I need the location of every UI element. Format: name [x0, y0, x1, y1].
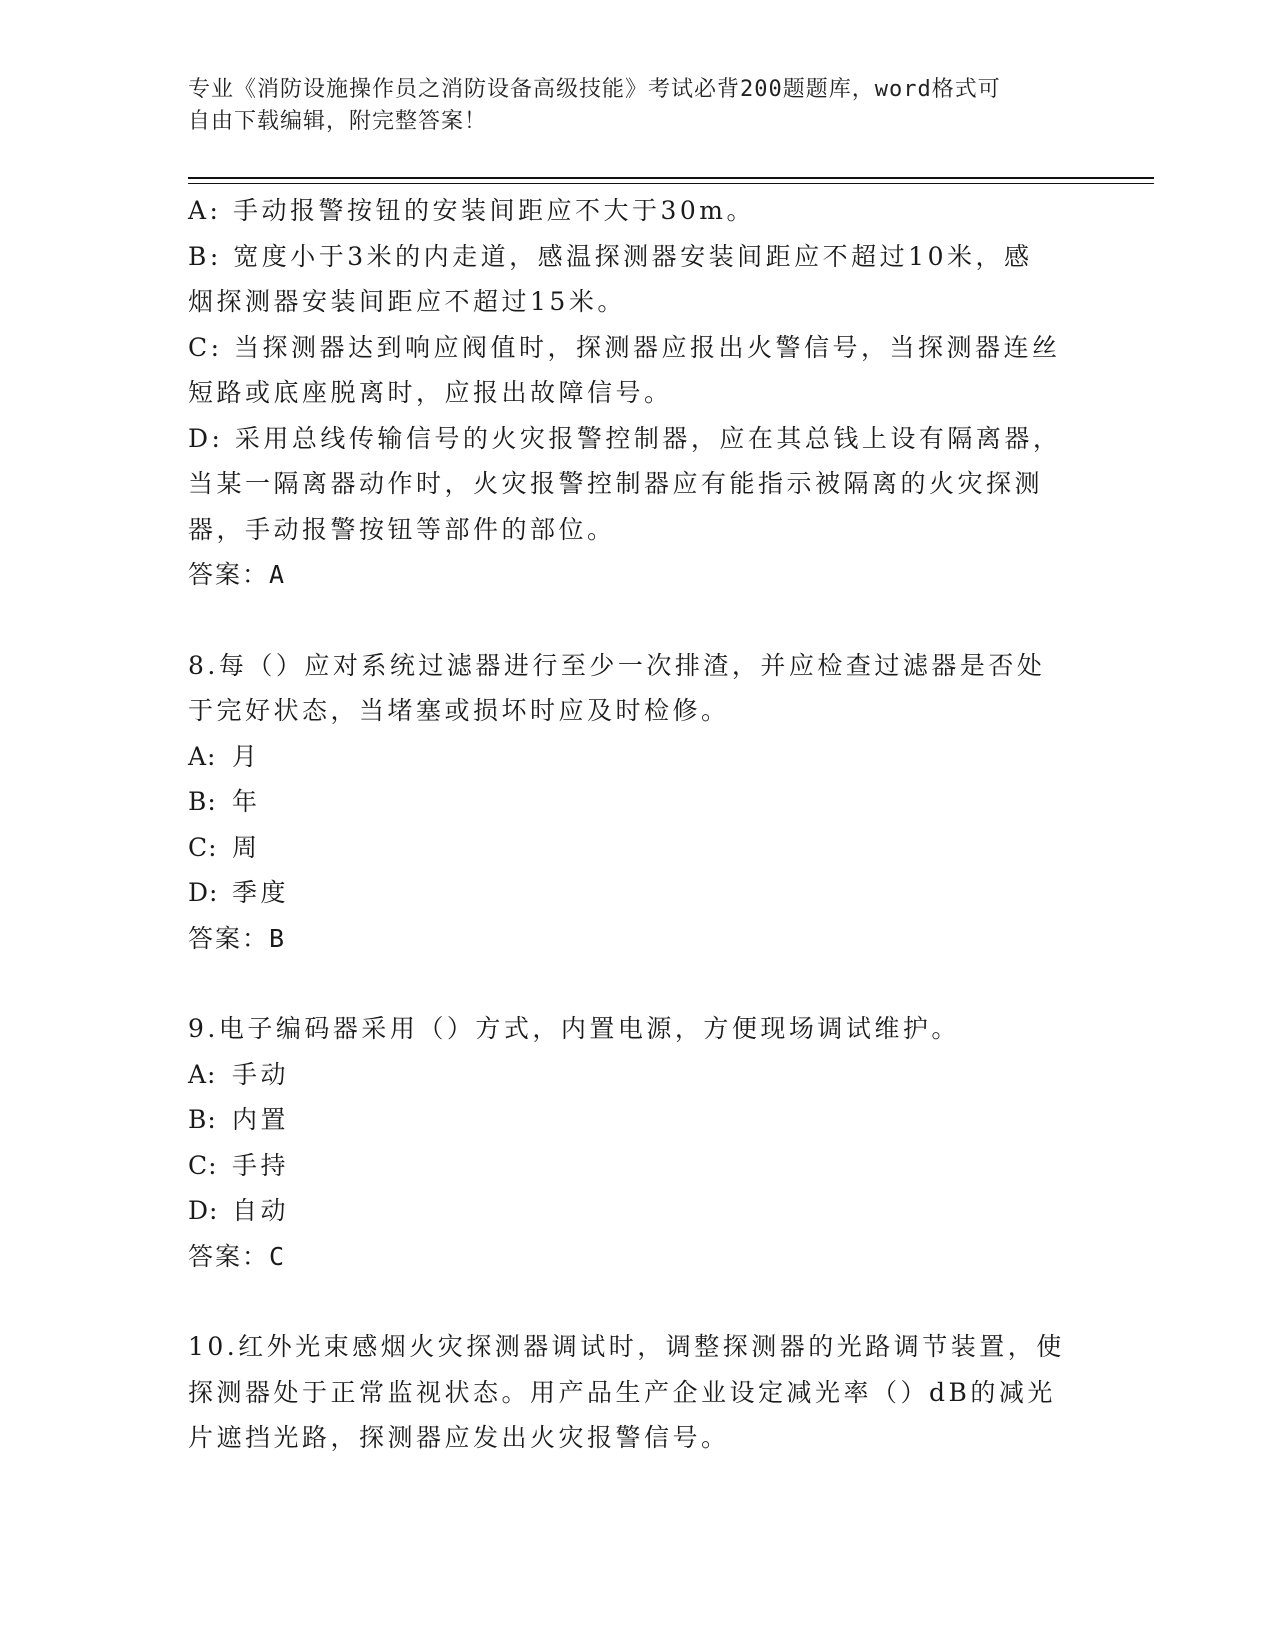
answer-8: 答案：B: [188, 923, 287, 953]
option-d: D: 自动: [188, 1196, 290, 1225]
option-b-cont: 烟探测器安装间距应不超过15米。: [188, 287, 626, 316]
question-9: [188, 1006, 1078, 1279]
header-rule-thick: [188, 177, 1154, 179]
option-b: B: 内置: [188, 1105, 290, 1134]
spacer: [188, 1279, 1078, 1324]
spacer: [188, 598, 1078, 643]
question-10-stem-3: 片遮挡光路，探测器应发出火灾报警信号。: [188, 1423, 730, 1452]
question-8-stem-2: 于完好状态，当堵塞或损坏时应及时检修。: [188, 696, 730, 725]
header-line-1: 专业《消防设施操作员之消防设备高级技能》考试必背200题题库，word格式可: [188, 77, 1001, 102]
question-10: [188, 1324, 1078, 1461]
spacer: [188, 961, 1078, 1006]
answer-9: 答案：C: [188, 1241, 287, 1271]
option-d-cont-1: 当某一隔离器动作时，火灾报警控制器应有能指示被隔离的火灾探测: [188, 469, 1044, 498]
answer-7: 答案：A: [188, 560, 287, 589]
question-8-stem-1: 8.每（）应对系统过滤器进行至少一次排渣，并应检查过滤器是否处: [188, 650, 1046, 680]
option-a: A: 月: [188, 741, 261, 771]
header-rule-thin: [188, 183, 1154, 184]
option-c: C: 手持: [188, 1150, 290, 1180]
option-c-cont: 短路或底座脱离时，应报出故障信号。: [188, 378, 673, 407]
question-10-stem-2: 探测器处于正常监视状态。用产品生产企业设定减光率（）dB的减光: [188, 1377, 1056, 1407]
option-d-cont-2: 器，手动报警按钮等部件的部位。: [188, 514, 616, 544]
option-c: C: 当探测器达到响应阀值时，探测器应报出火警信号，当探测器连丝: [188, 332, 1061, 362]
option-c: C: 周: [188, 832, 261, 862]
document-header: [188, 74, 1068, 138]
option-d: D: 季度: [188, 878, 290, 907]
option-a: A: 手动报警按钮的安装间距应不大于30m。: [188, 196, 755, 225]
question-7-options: [188, 188, 1078, 598]
question-9-stem: 9.电子编码器采用（）方式，内置电源，方便现场调试维护。: [188, 1014, 960, 1043]
header-line-2: 自由下载编辑，附完整答案！: [188, 109, 488, 134]
question-10-stem-1: 10.红外光束感烟火灾探测器调试时，调整探测器的光路调节装置，使: [188, 1332, 1065, 1361]
option-a: A: 手动: [188, 1059, 290, 1089]
document-body: [188, 188, 1078, 1461]
option-d: D: 采用总线传输信号的火灾报警控制器，应在其总钱上设有隔离器，: [188, 423, 1062, 453]
option-b: B: 年: [188, 787, 261, 816]
question-8: [188, 643, 1078, 962]
option-b: B: 宽度小于3米的内走道，感温探测器安装间距应不超过10米，感: [188, 241, 1033, 271]
